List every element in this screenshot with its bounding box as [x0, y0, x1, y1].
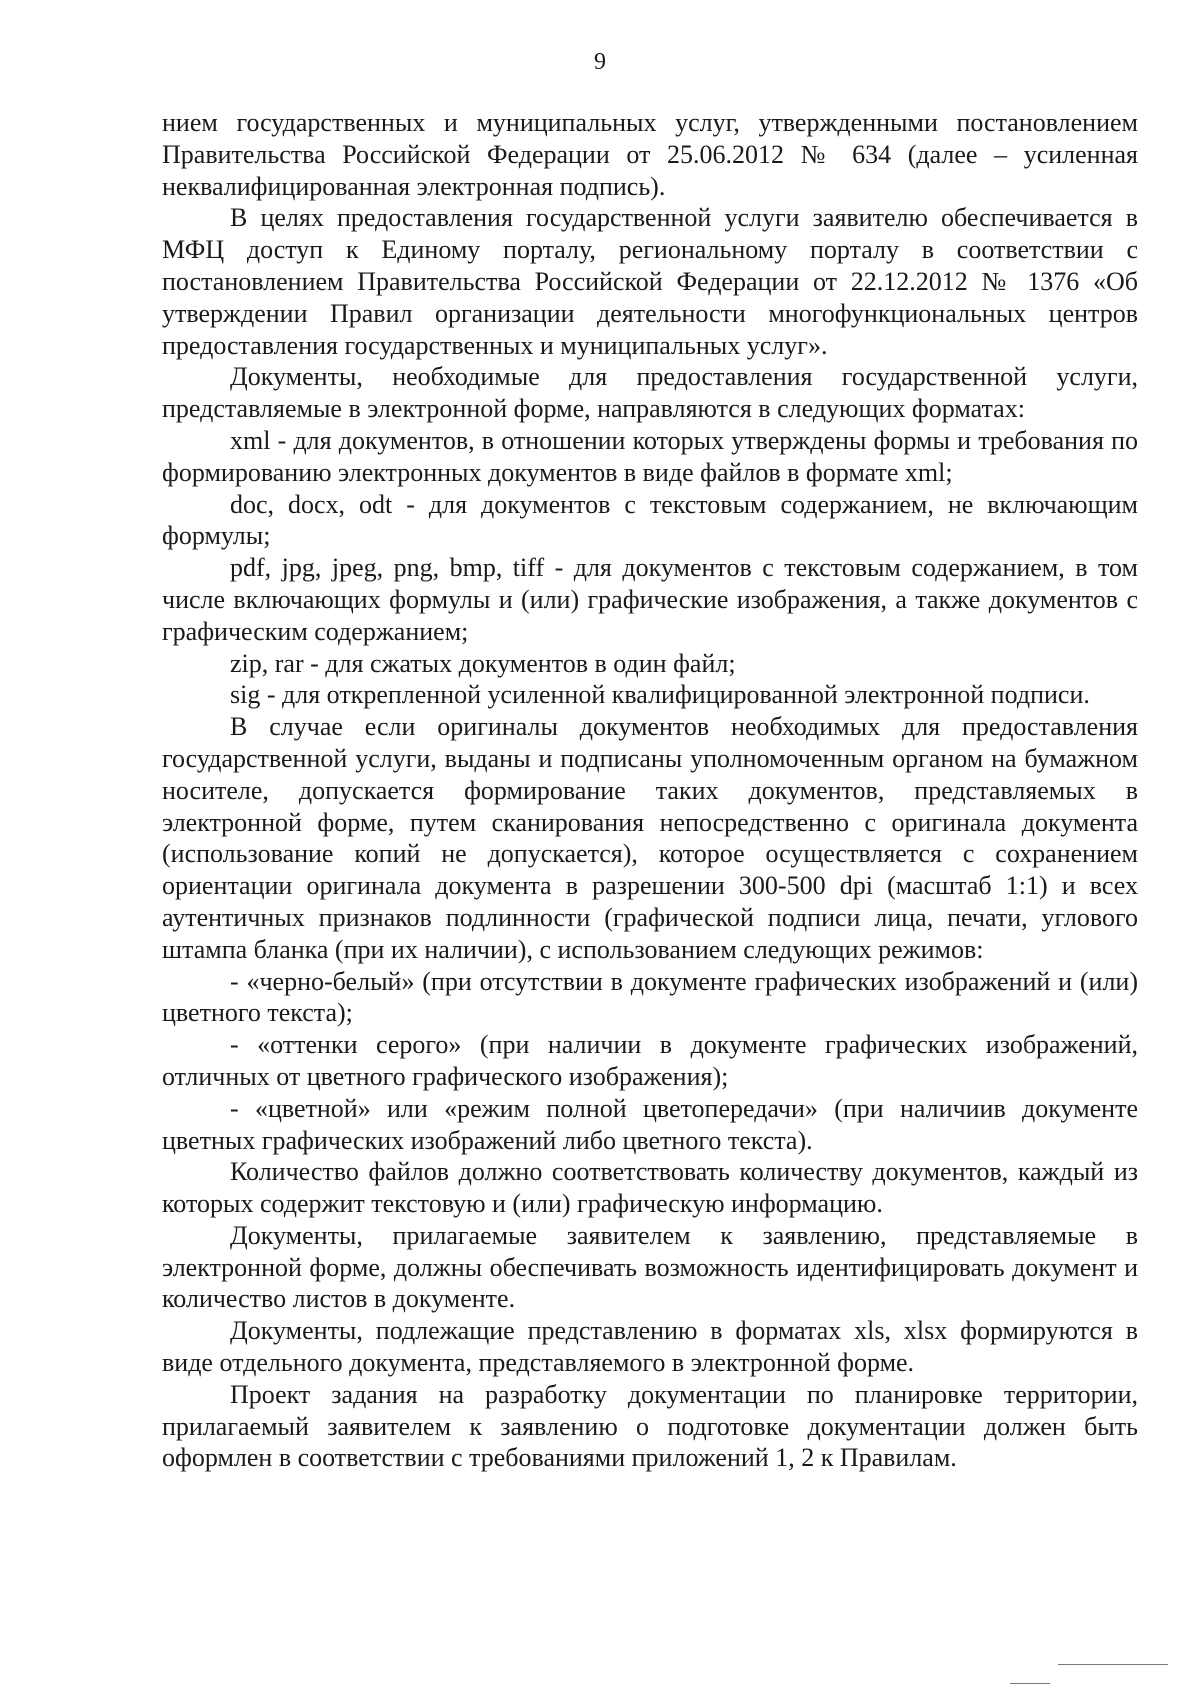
paragraph-format-doc: doc, docx, odt - для документов с текстовым содержанием, не включающим формулы;	[162, 489, 1138, 551]
paragraph-scanning: В случае если оригиналы документов необходимых для предоставления государственной услуги, выданы и подписаны уполномоченным органом на бумажном носителе, допускается формирование таких документов, представляемых в электронной форме, путем сканирования непосредственно с оригинала документа (использование копий не допускается), которое осуществляется с сохранением ориентации оригинала документа в разрешении 300-500 dpi (масштаб 1:1) и всех аутентичных признаков подлинности (графической подписи лица, печати, углового штампа бланка (при их наличии), с использованием следующих режимов:	[162, 712, 1138, 964]
paragraph-mode-color: - «цветной» или «режим полной цветопередачи» (при наличиив документе цветных графических изображений либо цветного текста).	[162, 1093, 1138, 1155]
page-number: 9	[594, 49, 606, 75]
paragraph-mfc-access: В целях предоставления государственной услуги заявителю обеспечивается в МФЦ доступ к Единому порталу, региональному порталу в соответствии с постановлением Правительства Российской Федерации от 22.12.2012 № 1376 «Об утверждении Правил организации деятельности многофункциональных центров предоставления государственных и муниципальных услуг».	[162, 203, 1138, 360]
scan-artifact-line	[1058, 1664, 1168, 1665]
paragraph-xls-docs: Документы, подлежащие представлению в форматах xls, xlsx формируются в виде отдельного документа, представляемого в электронной форме.	[162, 1316, 1138, 1378]
paragraph-format-sig: sig - для открепленной усиленной квалифицированной электронной подписи.	[230, 680, 1090, 710]
paragraph-attached-docs: Документы, прилагаемые заявителем к заявлению, представляемые в электронной форме, должны обеспечивать возможность идентифицировать документ и количество листов в документе.	[162, 1220, 1138, 1314]
paragraph-formats-intro: Документы, необходимые для предоставления государственной услуги, представляемые в электронной форме, направляются в следующих форматах:	[162, 362, 1138, 424]
paragraph-mode-bw: - «черно-белый» (при отсутствии в документе графических изображений и (или) цветного текста);	[162, 966, 1138, 1028]
paragraph-continuation: нием государственных и муниципальных услуг, утвержденными постановлением Правительства Российской Федерации от 25.06.2012 № 634 (далее – усиленная неквалифицированная электронная подпись).	[162, 108, 1138, 201]
paragraph-format-zip: zip, rar - для сжатых документов в один файл;	[230, 648, 736, 678]
paragraph-format-xml: xml - для документов, в отношении которых утверждены формы и требования по формированию электронных документов в виде файлов в формате xml;	[162, 425, 1138, 487]
paragraph-format-pdf: pdf, jpg, jpeg, png, bmp, tiff - для документов с текстовым содержанием, в том числе включающих формулы и (или) графические изображения, а также документов с графическим содержанием;	[162, 553, 1138, 646]
paragraph-project-task: Проект задания на разработку документации по планировке территории, прилагаемый заявителем к заявлению о подготовке документации должен быть оформлен в соответствии с требованиями приложений 1, 2 к Правилам.	[162, 1379, 1138, 1473]
document-body	[162, 107, 1138, 1474]
scan-artifact-line	[1010, 1683, 1050, 1684]
paragraph-file-count: Количество файлов должно соответствовать количеству документов, каждый из которых содержит текстовую и (или) графическую информацию.	[162, 1157, 1138, 1219]
paragraph-mode-grayscale: - «оттенки серого» (при наличии в документе графических изображений, отличных от цветного графического изображения);	[162, 1030, 1138, 1091]
